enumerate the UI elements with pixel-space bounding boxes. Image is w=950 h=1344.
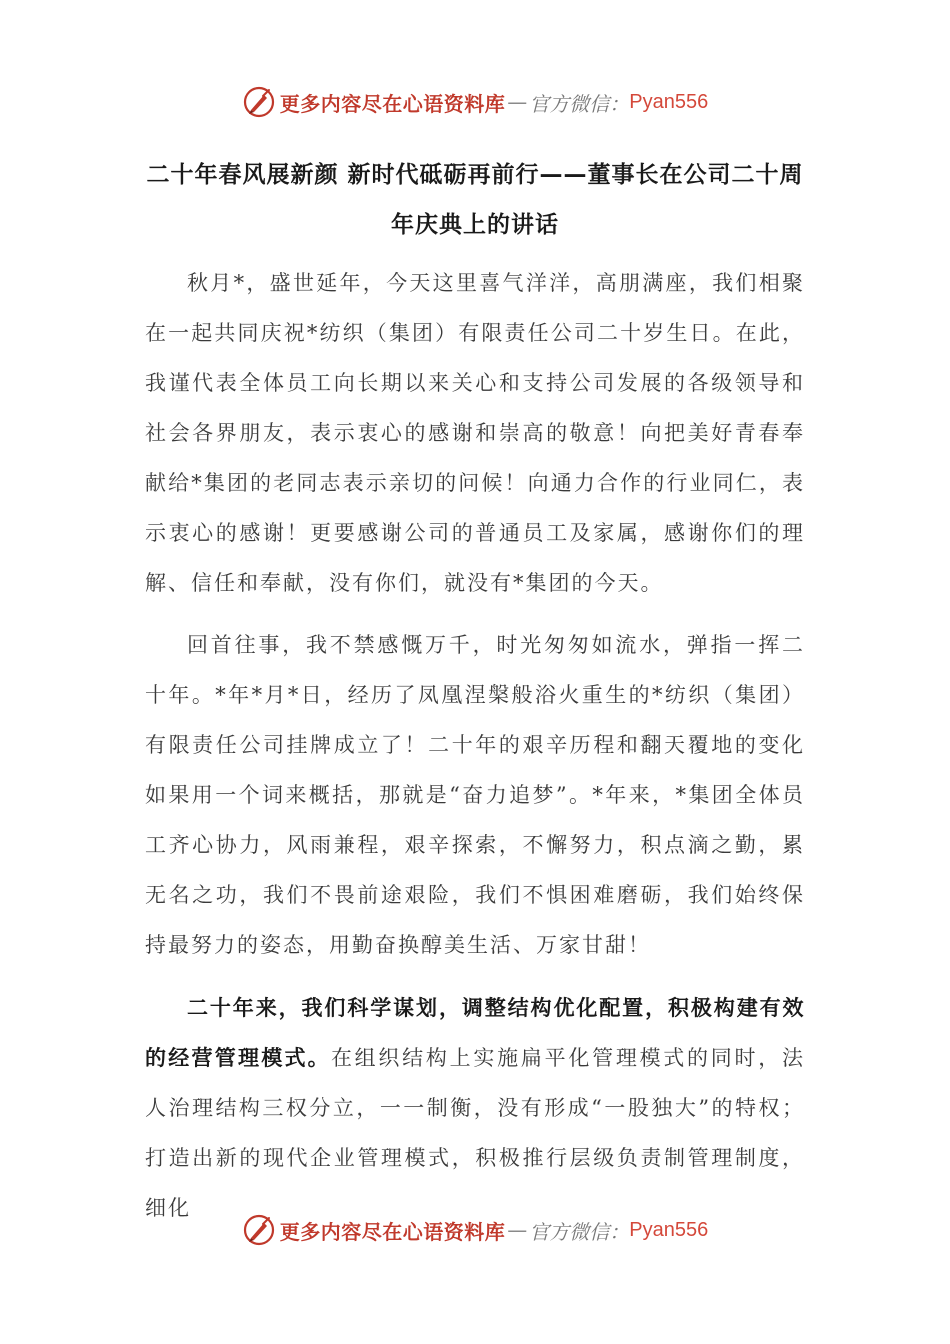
watermark-separator: — xyxy=(507,1218,528,1242)
watermark-footer xyxy=(0,1210,950,1250)
watermark-separator: — xyxy=(507,90,528,114)
watermark-label: 官方微信： xyxy=(529,91,630,116)
pen-logo-icon xyxy=(242,1213,276,1247)
watermark-wechat-id: Pyan556 xyxy=(629,90,709,113)
paragraph-3-lead: 二十年来，我们科学谋划，调整结构优化配置，积极构建有效的经营管理模式。 xyxy=(145,996,805,1070)
watermark-header xyxy=(0,82,950,122)
paragraph-3 xyxy=(145,983,805,1233)
document-title: 二十年春风展新颜 新时代砥砺再前行——董事长在公司二十周年庆典上的讲话 xyxy=(146,162,804,238)
watermark-main-text: 更多内容尽在心语资料库 xyxy=(279,1219,506,1244)
paragraph-3-body: 在组织结构上实施扁平化管理模式的同时，法人治理结构三权分立，一一制衡，没有形成“一股独大”的特权；打造出新的现代企业管理模式，积极推行层级负责制管理制度，细化 xyxy=(145,1046,806,1220)
paragraph-1: 秋月*，盛世延年，今天这里喜气洋洋，高朋满座，我们相聚在一起共同庆祝*纺织（集团）有限责任公司二十岁生日。在此，我谨代表全体员工向长期以来关心和支持公司发展的各级领导和社会各界朋友，表示衷心的感谢和崇高的敬意！向把美好青春奉献给*集团的老同志表示亲切的问候！向通力合作的行业同仁，表示衷心的感谢！更要感谢公司的普通员工及家属，感谢你们的理解、信任和奉献，没有你们，就没有*集团的今天。 xyxy=(145,271,805,595)
watermark-wechat-id: Pyan556 xyxy=(629,1218,709,1241)
paragraph-2: 回首往事，我不禁感慨万千，时光匆匆如流水，弹指一挥二十年。*年*月*日，经历了凤凰涅槃般浴火重生的*纺织（集团）有限责任公司挂牌成立了！二十年的艰辛历程和翻天覆地的变化如果用一个词来概括，那就是“奋力追梦”。*年来，*集团全体员工齐心协力，风雨兼程，艰辛探索，不懈努力，积点滴之勤，累无名之功，我们不畏前途艰险，我们不惧困难磨砺，我们始终保持最努力的姿态，用勤奋换醇美生活、万家甘甜！ xyxy=(145,633,805,957)
watermark-label: 官方微信： xyxy=(529,1219,630,1244)
pen-logo-icon xyxy=(242,85,276,119)
watermark-main-text: 更多内容尽在心语资料库 xyxy=(279,91,506,116)
